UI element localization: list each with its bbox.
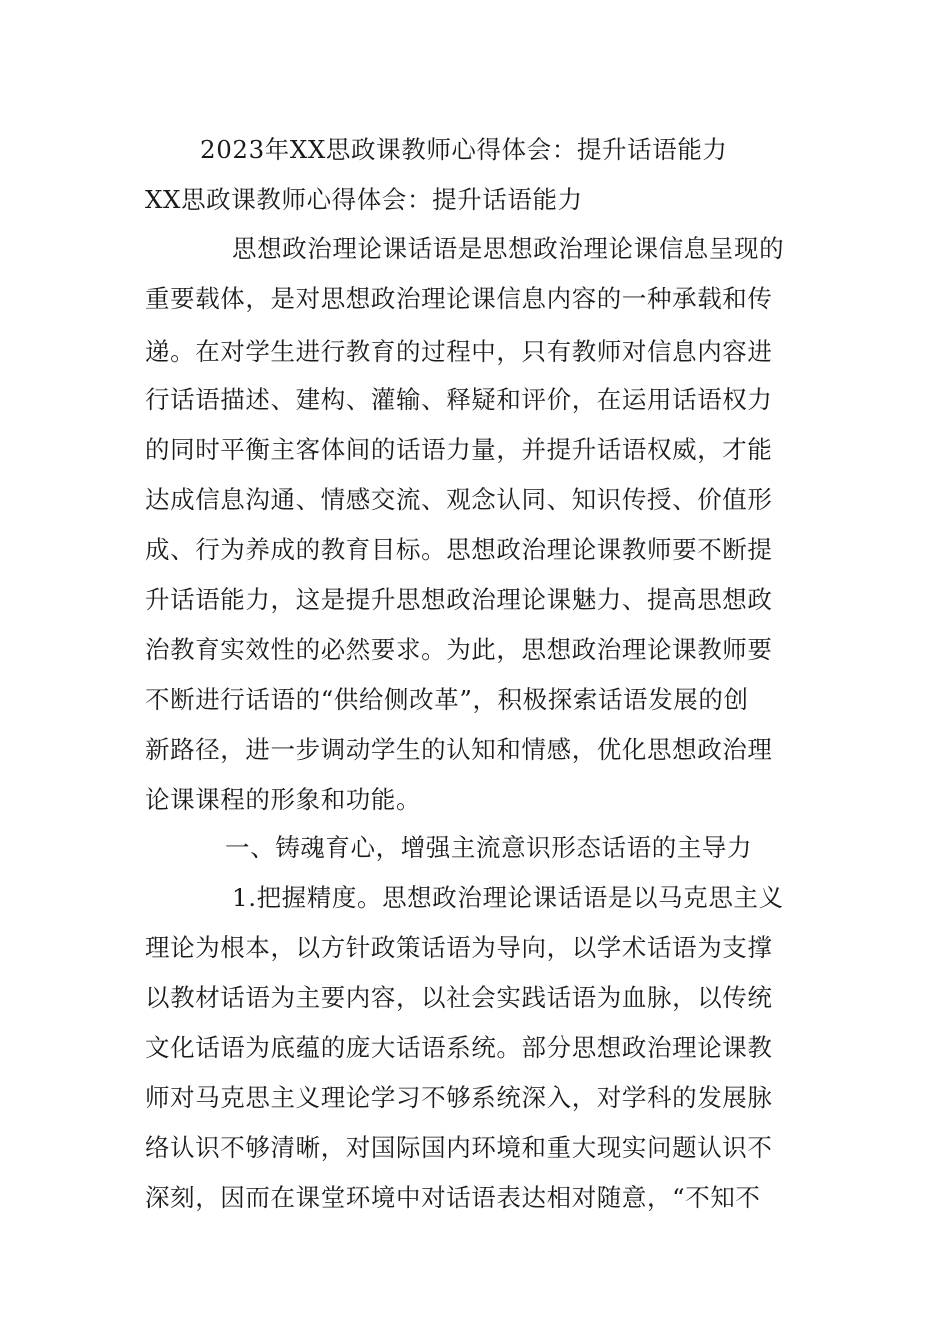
- paragraph-line: 递。在对学生进行教育的过程中，只有教师对信息内容进: [145, 337, 773, 366]
- document-subtitle: XX思政课教师心得体会：提升话语能力: [145, 185, 583, 214]
- paragraph-line: 达成信息沟通、情感交流、观念认同、知识传授、价值形: [145, 485, 773, 514]
- paragraph-line: 重要载体，是对思想政治理论课信息内容的一种承载和传: [145, 284, 773, 313]
- paragraph-line: 升话语能力，这是提升思想政治理论课魅力、提高思想政: [145, 585, 773, 614]
- paragraph-line: 的同时平衡主客体间的话语力量，并提升话语权威，才能: [145, 435, 773, 464]
- paragraph-line: 络认识不够清晰，对国际国内环境和重大现实问题认识不: [145, 1133, 773, 1162]
- paragraph-line: 深刻，因而在课堂环境中对话语表达相对随意，“不知不: [145, 1183, 761, 1212]
- document-title: 2023年XX思政课教师心得体会：提升话语能力: [200, 135, 728, 164]
- paragraph-line: 治教育实效性的必然要求。为此，思想政治理论课教师要: [145, 635, 773, 664]
- paragraph-line: 行话语描述、建构、灌输、释疑和评价，在运用话语权力: [145, 385, 773, 414]
- paragraph-line: 1.把握精度。思想政治理论课话语是以马克思主义: [232, 883, 784, 912]
- paragraph-line: 新路径，进一步调动学生的认知和情感，优化思想政治理: [145, 735, 773, 764]
- paragraph-line: 成、行为养成的教育目标。思想政治理论课教师要不断提: [145, 535, 773, 564]
- paragraph-line: 以教材话语为主要内容，以社会实践话语为血脉，以传统: [145, 983, 773, 1012]
- paragraph-line: 不断进行话语的“供给侧改革”，积极探索话语发展的创: [145, 685, 749, 714]
- paragraph-line: 文化话语为底蕴的庞大话语系统。部分思想政治理论课教: [145, 1033, 773, 1062]
- paragraph-line: 论课课程的形象和功能。: [145, 785, 422, 814]
- paragraph-line: 理论为根本，以方针政策话语为导向，以学术话语为支撑: [145, 933, 773, 962]
- paragraph-line: 师对马克思主义理论学习不够系统深入，对学科的发展脉: [145, 1083, 773, 1112]
- section-heading: 一、铸魂育心，增强主流意识形态话语的主导力: [225, 833, 753, 862]
- paragraph-line: 思想政治理论课话语是思想政治理论课信息呈现的: [232, 234, 785, 263]
